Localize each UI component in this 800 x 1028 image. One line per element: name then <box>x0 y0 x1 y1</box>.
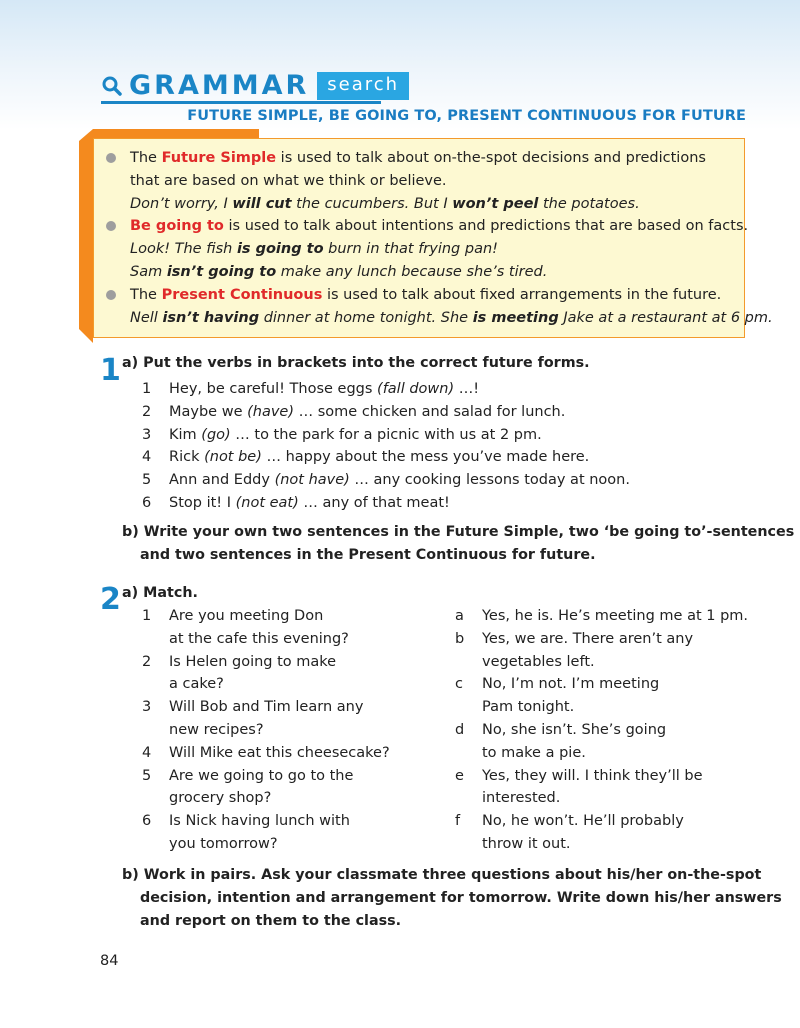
search-tag: search <box>317 72 409 100</box>
bullet-icon <box>106 221 116 231</box>
list-item: 2 Is Helen going to make a cake? <box>142 653 337 693</box>
list-item: 5 Ann and Eddy (not have) … any cooking lessons today at noon. <box>142 472 630 489</box>
match-answers <box>455 605 748 856</box>
section-subtitle: FUTURE SIMPLE, BE GOING TO, PRESENT CONTINUOUS FOR FUTURE <box>187 108 746 124</box>
example-sentence: Look! The fish is going to burn in that frying pan! <box>130 241 498 258</box>
grammar-title: GRAMMAR <box>129 70 310 101</box>
list-item: 4 Will Mike eat this cheesecake? <box>142 744 390 761</box>
list-item: 3 Will Bob and Tim learn any new recipes? <box>142 699 364 738</box>
bullet-icon <box>106 290 116 300</box>
term-be-going-to: Be going to <box>130 218 224 235</box>
rule-be-going-to: Be going to is used to talk about intentions and predictions that are based on facts. Look! The fish is going to burn in that frying pan! Sam isn’t going to make any lunch because she’s tired. <box>106 215 734 283</box>
list-item: e Yes, they will. I think they’ll be interested. <box>455 767 703 807</box>
list-item: a Yes, he is. He’s meeting me at 1 pm. <box>455 608 749 624</box>
list-item: 1 Are you meeting Don at the cafe this evening? <box>142 608 349 647</box>
grammar-search-header <box>101 70 409 102</box>
rule-present-continuous: The Present Continuous is used to talk about fixed arrangements in the future. Nell isn’t having dinner at home tonight. She is meeting Jake at a restaurant at 6 pm. <box>106 284 734 330</box>
exercise-1-task-a: a) Put the verbs in brackets into the correct future forms. <box>122 355 590 371</box>
bullet-icon <box>106 153 116 163</box>
match-questions <box>142 605 390 856</box>
magnifier-icon <box>101 75 123 97</box>
list-item: 4 Rick (not be) … happy about the mess you’ve made here. <box>142 449 590 466</box>
example-sentence: Sam isn’t going to make any lunch because she’s tired. <box>130 263 548 280</box>
exercise-1-items <box>142 378 630 515</box>
list-item: 5 Are we going to go to the grocery shop? <box>142 767 354 807</box>
term-future-simple: Future Simple <box>161 150 277 166</box>
grammar-rule-box <box>93 138 773 338</box>
exercise-1-number: 1 <box>100 353 121 388</box>
rule-future-simple: The Future Simple is used to talk about on-the-spot decisions and predictions that are based on what we think or believe. Don’t worry, I will cut the cucumbers. But I won’t peel the potatoes. <box>106 147 734 215</box>
list-item: c No, I’m not. I’m meeting Pam tonight. <box>455 676 660 716</box>
list-item: 6 Stop it! I (not eat) … any of that meat! <box>142 494 450 511</box>
list-item: 3 Kim (go) … to the park for a picnic with us at 2 pm. <box>142 426 542 443</box>
list-item: 2 Maybe we (have) … some chicken and salad for lunch. <box>142 403 566 420</box>
header-underline <box>101 101 381 104</box>
exercise-1-task-b: b) Write your own two sentences in the Future Simple, two ‘be going to’-sentences and two sentences in the Present Continuous for future. <box>122 524 795 563</box>
term-present-continuous: Present Continuous <box>161 286 323 303</box>
exercise-2-task-b: b) Work in pairs. Ask your classmate three questions about his/her on-the-spot decision, intention and arrangement for tomorrow. Write down his/her answers and report on them to the class. <box>122 867 782 929</box>
list-item: 1 Hey, be careful! Those eggs (fall down) …! <box>142 381 480 397</box>
list-item: f No, he won’t. He’ll probably throw it out. <box>455 813 684 852</box>
exercise-2-number: 2 <box>100 582 121 617</box>
exercise-2-task-a: a) Match. <box>122 585 198 601</box>
page-number: 84 <box>100 953 119 969</box>
example-sentence: Nell isn’t having dinner at home tonight. She is meeting Jake at a restaurant at 6 pm. <box>130 309 773 326</box>
list-item: d No, she isn’t. She’s going to make a pie. <box>455 721 667 761</box>
list-item: b Yes, we are. There aren’t any vegetables left. <box>455 630 694 670</box>
example-sentence: Don’t worry, I will cut the cucumbers. But I won’t peel the potatoes. <box>130 195 640 212</box>
list-item: 6 Is Nick having lunch with you tomorrow? <box>142 813 350 852</box>
